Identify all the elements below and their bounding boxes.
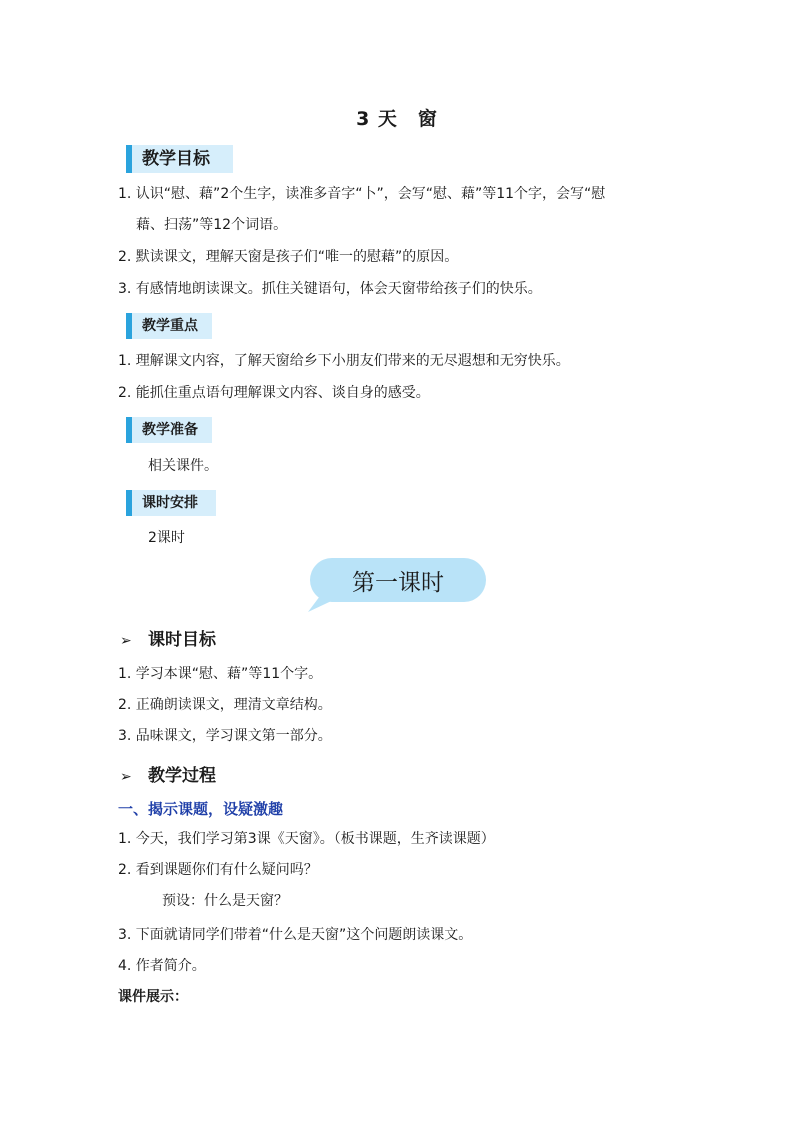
goal-item: 藉、扫荡”等12个词语。 [136, 217, 288, 233]
lesson-banner [306, 558, 486, 614]
arrow-right-icon: ➢ [120, 769, 132, 785]
lesson-goals-heading-text: 课时目标 [148, 630, 216, 650]
lesson-goal-item: 3. 品味课文，学习课文第一部分。 [118, 728, 332, 744]
process-heading [120, 761, 216, 786]
focus-item: 1. 理解课文内容，了解天窗给乡下小朋友们带来的无尽遐想和无穷快乐。 [118, 353, 570, 369]
process-item: 4. 作者简介。 [118, 958, 206, 974]
process-item: 1. 今天，我们学习第3课《天窗》。（板书课题，生齐读课题） [118, 831, 495, 847]
schedule-text: 2课时 [148, 530, 185, 546]
prep-text: 相关课件。 [148, 458, 218, 474]
process-heading-text: 教学过程 [148, 766, 216, 786]
section-header-goals [126, 145, 233, 173]
lesson-goal-item: 1. 学习本课“慰、藉”等11个字。 [118, 666, 323, 682]
section-header-focus [126, 313, 212, 339]
goal-item: 3. 有感情地朗读课文。抓住关键语句，体会天窗带给孩子们的快乐。 [118, 281, 542, 297]
section-header-prep [126, 417, 212, 443]
part1-heading: 一、揭示课题，设疑激趣 [118, 800, 284, 818]
process-item: 3. 下面就请同学们带着“什么是天窗”这个问题朗读课文。 [118, 927, 473, 943]
section-label: 教学目标 [142, 149, 210, 169]
process-preset: 预设：什么是天窗？ [162, 893, 288, 909]
section-label: 课时安排 [142, 495, 198, 511]
section-header-schedule [126, 490, 216, 516]
goal-item: 1. 认识“慰、藉”2个生字，读准多音字“卜”，会写“慰、藉”等11个字，会写“慰 [118, 186, 606, 202]
lesson-goal-item: 2. 正确朗读课文，理清文章结构。 [118, 697, 332, 713]
process-item: 2. 看到课题你们有什么疑问吗？ [118, 862, 318, 878]
section-label: 教学重点 [142, 318, 198, 334]
section-label: 教学准备 [142, 422, 198, 438]
focus-item: 2. 能抓住重点语句理解课文内容、谈自身的感受。 [118, 385, 430, 401]
lesson-banner-text: 第一课时 [310, 558, 486, 602]
goal-item: 2. 默读课文，理解天窗是孩子们“唯一的慰藉”的原因。 [118, 249, 459, 265]
arrow-right-icon: ➢ [120, 633, 132, 649]
lesson-goals-heading [120, 625, 216, 650]
page-title: 3 天 窗 [356, 108, 438, 130]
courseware-label: 课件展示： [118, 989, 188, 1005]
